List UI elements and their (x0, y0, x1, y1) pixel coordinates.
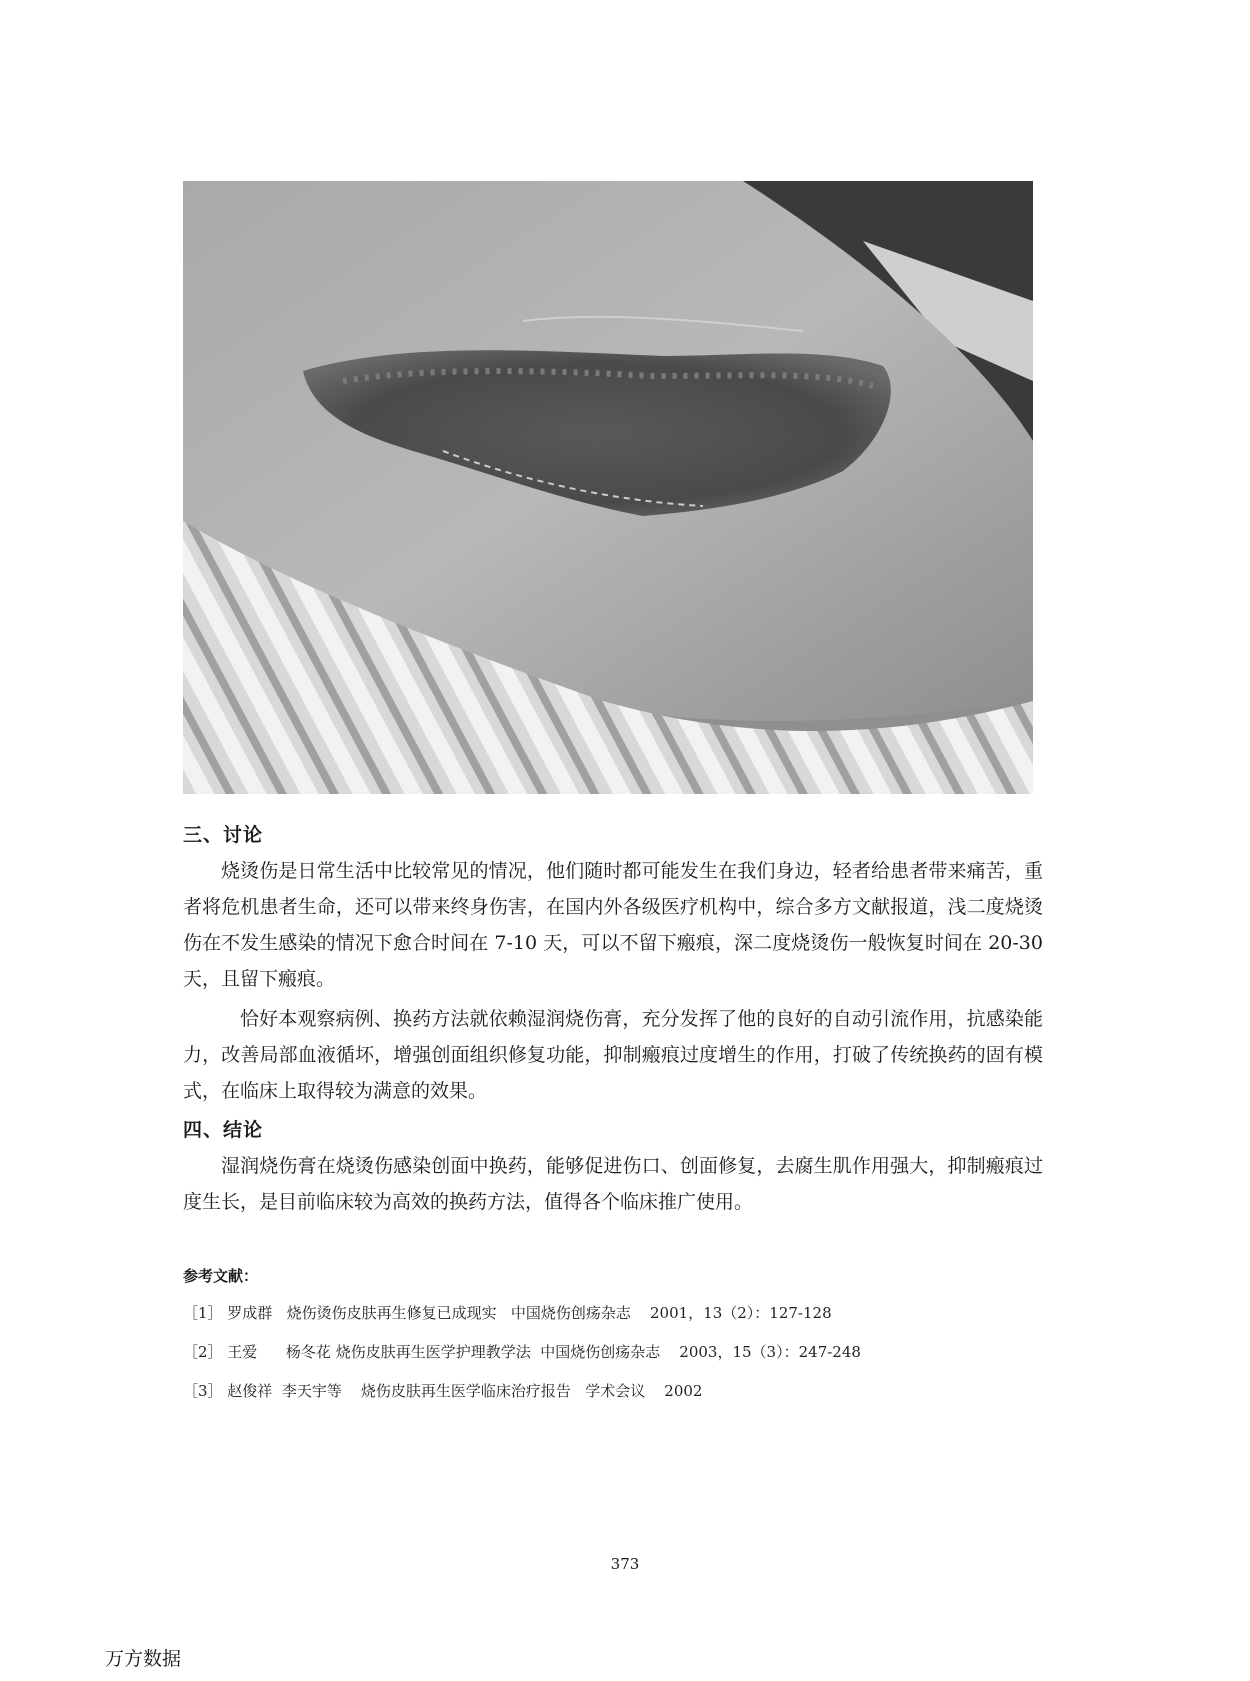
references-heading: 参考文献： (183, 1267, 259, 1285)
reference-item-2: ［2］ 王爱 杨冬花 烧伤皮肤再生医学护理教学法 中国烧伤创疡杂志 2003，15（3）：247-248 (183, 1343, 861, 1361)
discussion-paragraph-1: 烧烫伤是日常生活中比较常见的情况，他们随时都可能发生在我们身边，轻者给患者带来痛苦，重者将危机患者生命，还可以带来终身伤害，在国内外各级医疗机构中，综合多方文献报道，浅二度烧烫伤在不发生感染的情况下愈合时间在 7-10 天，可以不留下瘢痕，深二度烧烫伤一般恢复时间在 20-30 天，且留下瘢痕。 (183, 860, 1043, 990)
reference-item-3: ［3］ 赵俊祥 李天宇等 烧伤皮肤再生医学临床治疗报告 学术会议 2002 (183, 1382, 703, 1400)
reference-item-1: ［1］ 罗成群 烧伤烫伤皮肤再生修复已成现实 中国烧伤创疡杂志 2001，13（2）：127-128 (183, 1304, 832, 1322)
watermark: 万方数据 (105, 1648, 182, 1670)
section-heading-discussion: 三、讨论 (183, 824, 264, 846)
section-heading-conclusion: 四、结论 (183, 1119, 264, 1141)
wound-photo (183, 181, 1033, 794)
conclusion-paragraph: 湿润烧伤膏在烧烫伤感染创面中换药，能够促进伤口、创面修复，去腐生肌作用强大，抑制瘢痕过度生长，是目前临床较为高效的换药方法，值得各个临床推广使用。 (183, 1155, 1043, 1213)
discussion-paragraph-2: 恰好本观察病例、换药方法就依赖湿润烧伤膏，充分发挥了他的良好的自动引流作用，抗感染能力，改善局部血液循坏，增强创面组织修复功能，抑制瘢痕过度增生的作用，打破了传统换药的固有模式，在临床上取得较为满意的效果。 (183, 1008, 1043, 1102)
burn-wound-photo-icon (183, 181, 1033, 794)
page-number: 373 (610, 1555, 640, 1573)
